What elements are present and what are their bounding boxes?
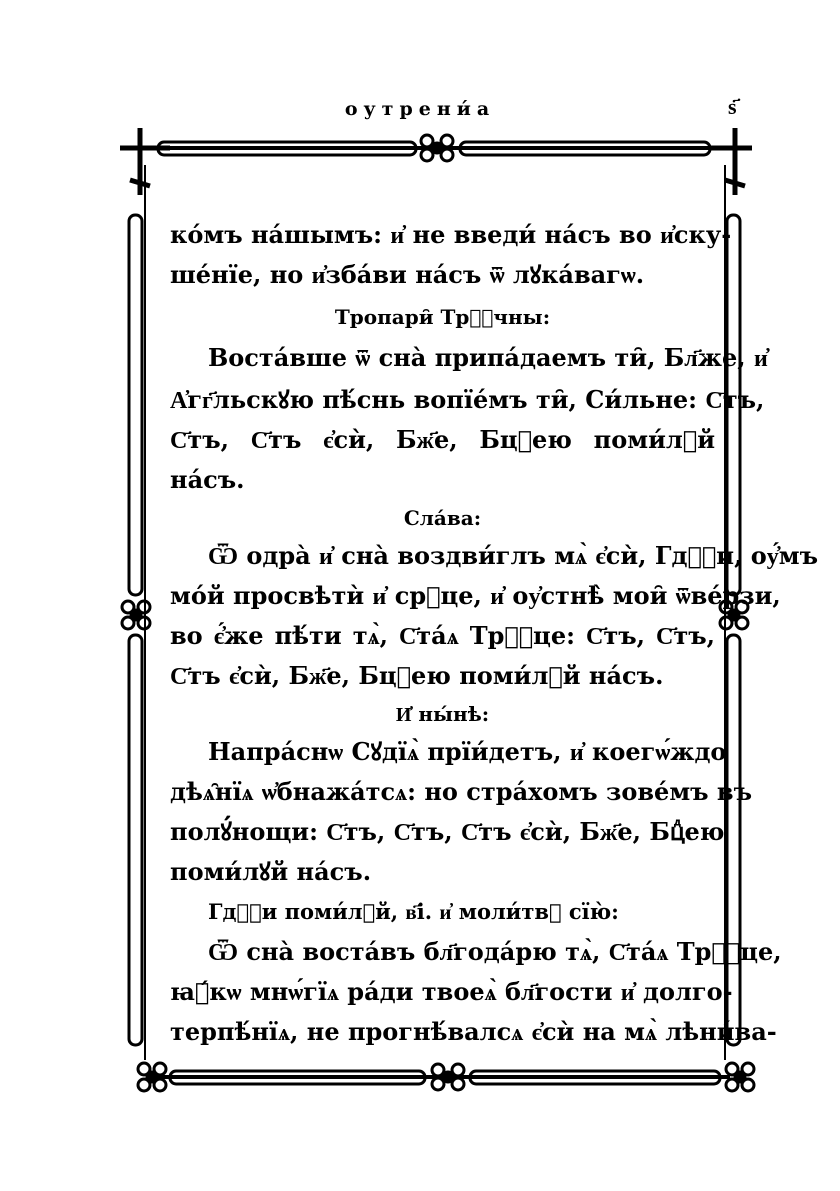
section-heading: Тропари̑ Трⷪ҇чны: bbox=[334, 305, 551, 329]
knot-bottom-right-icon bbox=[726, 1063, 754, 1091]
text-line: С҃тъ є҆сѝ, Бж҃е, Бцⷣею поми́лꙋй на́съ. bbox=[170, 661, 664, 690]
text-line: С҃тъ, С҃тъ є҆сѝ, Бж҃е, Бцⷣею поми́лꙋй bbox=[170, 425, 715, 454]
text-line: во є҆́же пѣ́ти тѧ̀, С҃та́ѧ Трⷪ҇це: С҃тъ, С҃тъ, bbox=[170, 621, 715, 650]
text-line: терпѣ́нїѧ, не прогнѣ́валсѧ є҆сѝ на мѧ̀ лѣни́ва- bbox=[170, 1017, 777, 1046]
cross-top-left-icon bbox=[120, 128, 170, 195]
knot-top-center-icon bbox=[421, 135, 453, 161]
text-line: А҆гг҃льскꙋю пѣ́снь вопїе́мъ ти̑, Си́льне: С҃тъ, bbox=[170, 385, 765, 414]
knot-bottom-center-icon bbox=[432, 1064, 464, 1090]
section-heading: Сла́ва: bbox=[403, 506, 482, 530]
rubric-line: Гдⷭ҇и поми́лꙋй, в҃і. и҆ моли́твꙋ сїю̀: bbox=[208, 899, 619, 924]
text-line: мо́й просвѣтѝ и҆ срⷣце, и҆ оу҆стнѣ̀ мои̑ ѿве́рзи, bbox=[170, 581, 781, 610]
cross-top-right-icon bbox=[710, 128, 752, 195]
text-line: Ѿ одра̀ и҆ сна̀ воздви́глъ мѧ̀ є҆сѝ, Гдⷭ҇и, оу҆́мъ bbox=[208, 541, 819, 570]
running-header: оутрени́а bbox=[344, 98, 496, 120]
text-line: Воста́вше ѿ сна̀ припа́даемъ ти̑, Бл҃же, и҆ bbox=[208, 343, 768, 372]
page-number: ѕ҃ bbox=[728, 94, 737, 120]
text-line: дѣѧ̑нїѧ ѡ҆бнажа́тсѧ: но стра́хомъ зове́мъ въ bbox=[170, 777, 753, 806]
text-line: ꙗ҆́кѡ мнѡ́гїѧ ра́ди твоеѧ̀ бл҃гости и҆ долго- bbox=[170, 977, 733, 1006]
section-heading: И҆ ны́нѣ: bbox=[395, 702, 490, 726]
text-line: на́съ. bbox=[170, 465, 245, 494]
text-line: полꙋ́нощи: С҃тъ, С҃тъ, С҃тъ є҆сѝ, Бж҃е, Бцⷣею bbox=[170, 817, 725, 846]
text-line: ше́нїе, но и҆зба́ви на́съ ѿ лꙋка́вагѡ. bbox=[170, 260, 645, 289]
text-line: Напра́снѡ Сꙋдїѧ̀ прїи́детъ, и҆ коегѡ́ждо bbox=[208, 737, 727, 766]
text-line: ко́мъ на́шымъ: и҆ не введи́ на́съ во и҆ску- bbox=[170, 220, 732, 249]
text-line: Ѿ сна̀ воста́въ бл҃года́рю тѧ̀, С҃та́ѧ Трⷪ҇це, bbox=[208, 937, 782, 966]
text-line: поми́лꙋй на́съ. bbox=[170, 857, 372, 886]
